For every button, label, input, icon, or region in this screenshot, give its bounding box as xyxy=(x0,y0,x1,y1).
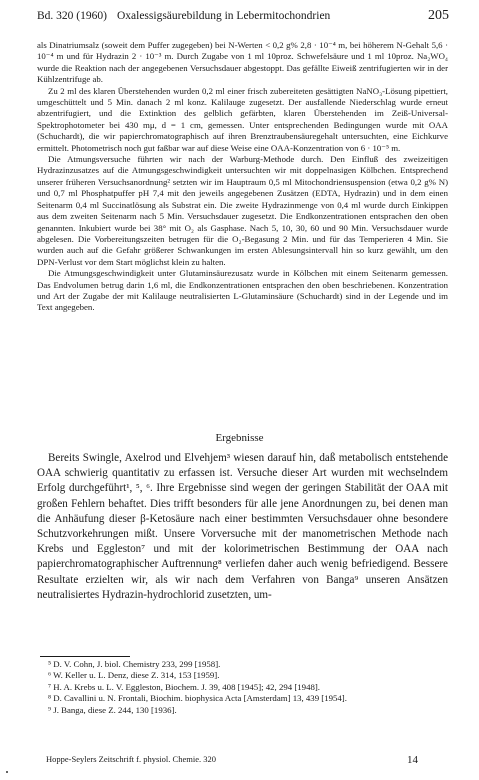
footnote: ⁹ J. Banga, diese Z. 244, 130 [1936]. xyxy=(48,704,177,715)
page-number: 205 xyxy=(428,8,449,23)
running-title: Oxalessigsäurebildung in Lebermitochondrien xyxy=(116,10,331,22)
journal-name: Hoppe-Seylers Zeitschrift f. physiol. Chemie. 320 xyxy=(46,754,216,764)
section-heading: Ergebnisse xyxy=(215,432,264,444)
footnote: ⁸ D. Cavallini u. N. Frontali, Biochim. biophysica Acta [Amsterdam] 13, 439 [1954]. xyxy=(48,693,347,704)
footnote-rule xyxy=(40,656,130,657)
footnote: ⁷ H. A. Krebs u. L. V. Eggleston, Biochem. J. 39, 408 [1945]; 42, 294 [1948]. xyxy=(48,681,321,692)
results-paragraph: Bereits Swingle, Axelrod und Elvehjem³ wiesen darauf hin, daß metabolisch entstehende OAA schwierig quantitativ zu erfassen ist. Versuche dieser Art wurden mit wechselndem Erfolg durchgeführt¹, ⁵, ⁶. Ihre Ergebnisse sind wegen der geringen Stabilität der OAA mit großen Fehlern behaftet. Dies trifft besonders für alle jene Anordnungen zu, bei denen man die Anhäufung dieser β-Ketosäure nach einer bestimmten Versuchsdauer ohne besondere Schutzvorkehrungen mißt. Unsere Vorversuche mit der manometrischen Methode nach Krebs und Eggleston⁷ und mit der kolorimetrischen Bestimmung der OAA nach papierchromatographischer Auftrennung⁸ verliefen daher auch wenig befriedigend. Bessere Resultate erzielten wir, als wir nach dem Verfahren von Banga⁹ unseren Ansätzen neutralisiertes Hydrazin-hydrochlorid zusetzten, um- xyxy=(37,452,448,601)
methods-section xyxy=(37,40,448,314)
footnote: ⁵ D. V. Cohn, J. biol. Chemistry 233, 299 [1958]. xyxy=(48,659,221,669)
volume-label: Bd. 320 (1960) xyxy=(37,10,107,22)
sheet-number: 14 xyxy=(407,754,418,766)
running-header xyxy=(37,8,449,24)
scan-speck xyxy=(6,771,8,773)
footnotes xyxy=(37,659,448,716)
results-section xyxy=(37,451,448,603)
methods-paragraph: Die Atmungsgeschwindigkeit unter Glutaminsäurezusatz wurde in Kölbchen mit einem Seitenarm gemessen. Das Endvolumen betrug darin 1,6 ml, die Endkonzentrationen entsprachen den oben beschriebenen. Konzentration und Art der Zugabe der mit Kalilauge neutralisierten L-Glutaminsäure (Schuchardt) sind in der Legende und im Text angegeben. xyxy=(37,268,448,313)
methods-paragraph: Zu 2 ml des klaren Überstehenden wurden 0,2 ml einer frisch zubereiteten gesättigten NaNO₃-Lösung pipettiert, umgeschüttelt und 5 Min. danach 2 ml konz. Kalilauge zugesetzt. Der ausfallende Niederschlag wurde erneut abzentrifugiert, und die Extinktion des gelblich gefärbten, klaren Überstehenden im Zeiß-Universal-Spektrophotometer bei 430 mμ, d = 1 cm, gemessen. Unter entsprechenden Bedingungen wurde mit OAA (Schuchardt), die wir papierchromatographisch auf ihren Brenztraubensäuregehalt untersuchten, eine Eichkurve ermittelt. Photometrisch noch gut faßbar war auf diese Weise eine OAA-Konzentration von 6 · 10⁻⁵ m. xyxy=(37,85,448,153)
methods-paragraph: Die Atmungsversuche führten wir nach der Warburg-Methode durch. Den Einfluß des zweizeitigen Hydrazinzusatzes auf die Atmungsgeschwindigkeit untersuchten wir mit doppelnasigen Kölbchen. Entsprechend unserer früheren Versuchsanordnung² setzten wir im Hauptraum 0,5 ml Mitochondriensuspension (etwa 0,2 g% N) und 0,7 ml Phosphatpuffer pH 7,4 mit den jeweils angegebenen Zusätzen (EDTA, Hydrazin) und in dem einen Seitenarm 0,4 ml Succinatlösung als Substrat ein. Die zweite Hydrazinmenge von 0,4 ml wurde durch Einkippen aus dem zweiten Seitenarm nach 5 Min. Versuchsdauer zugesetzt. Die Endkonzentrationen entsprachen den oben genannten. Inkubiert wurde bei 38° mit O₂ als Gasphase. Nach 5, 10, 30, 60 und 90 Min. Versuchsdauer wurde abgelesen. Die Vorbereitungszeiten betrugen für die O₂-Begasung 2 Min. und für das Temperieren 4 Min. Sie wurden auch auf die Gefahr größerer Schwankungen im ersten Ablesungsintervall hin so kurz gewählt, um den DPN-Verlust vor dem Start möglichst klein zu halten. xyxy=(37,154,448,267)
methods-paragraph: als Dinatriumsalz (soweit dem Puffer zugegeben) bei N-Werten < 0,2 g% 2,8 · 10⁻⁴ m, bei höherem N-Gehalt 5,6 · 10⁻⁴ m und für Hydrazin 2 · 10⁻³ m. Durch Zugabe von 1 ml 10proz. Schwefelsäure und 1 ml 10proz. Na₂WO₄ wurde die Reaktion nach der angegebenen Versuchsdauer abgestoppt. Das gefällte Eiweiß zentrifugierten wir in der Kühlzentrifuge ab. xyxy=(37,40,448,85)
page-footer xyxy=(46,754,436,766)
footnote: ⁶ W. Keller u. L. Denz, diese Z. 314, 153 [1959]. xyxy=(48,670,220,681)
